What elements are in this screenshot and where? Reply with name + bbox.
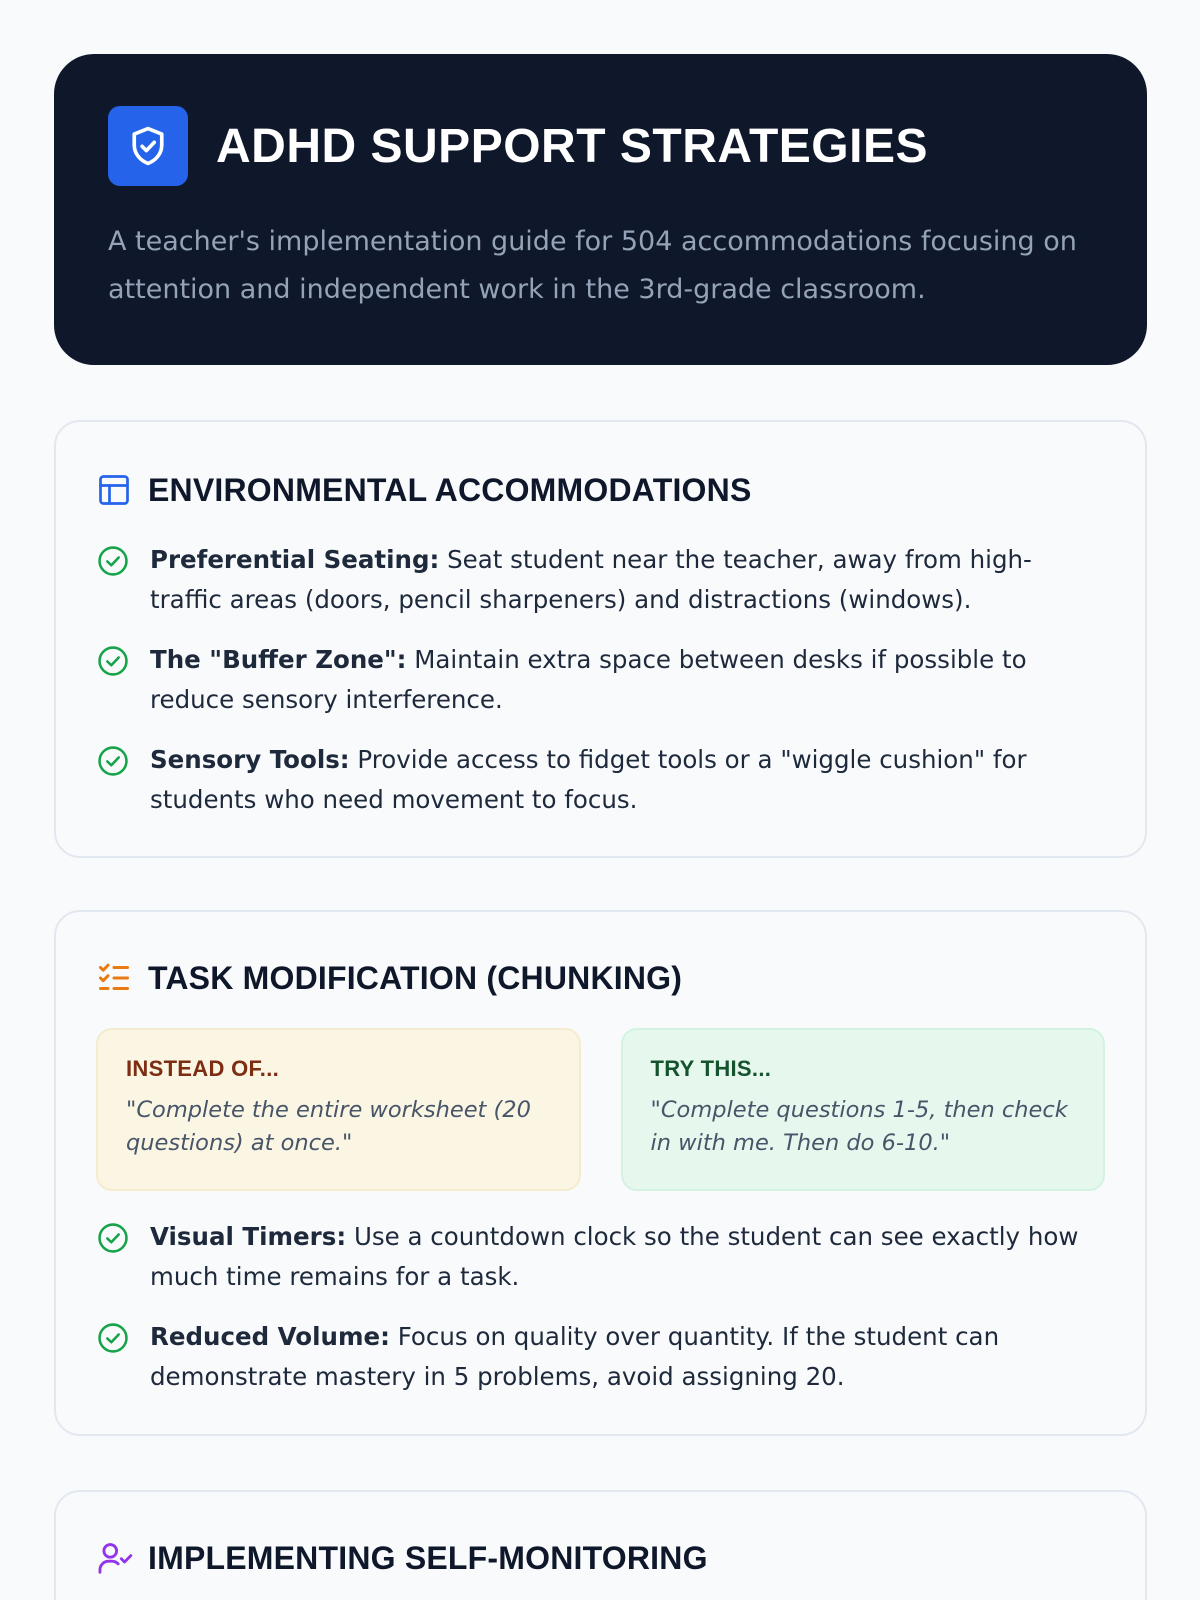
item-text: Use a countdown clock so the student can see exactly how much time remains for a task. <box>150 1222 1079 1291</box>
item-text: Provide access to fidget tools or a "wiggle cushion" for students who need movement to focus. <box>150 745 1027 814</box>
try-this-box <box>621 1028 1106 1191</box>
layout-icon <box>96 471 134 509</box>
check-circle-icon <box>96 644 130 678</box>
list-item <box>96 740 1105 820</box>
item-text: Seat student near the teacher, away from high-traffic areas (doors, pencil sharpeners) and distractions (windows). <box>150 545 1032 614</box>
item-label: Preferential Seating: <box>150 545 440 574</box>
item-label: Visual Timers: <box>150 1222 347 1251</box>
hero-header <box>54 54 1147 365</box>
instead-of-label: INSTEAD OF... <box>126 1056 280 1081</box>
check-circle-icon <box>96 1321 130 1355</box>
page-subtitle: A teacher's implementation guide for 504 accommodations focusing on attention and independent work in the 3rd-grade classroom. <box>108 226 1077 305</box>
list-item <box>96 640 1105 720</box>
section-environmental <box>54 420 1147 858</box>
instead-of-quote: "Complete the entire worksheet (20 questions) at once." <box>126 1097 531 1156</box>
try-this-quote: "Complete questions 1-5, then check in with me. Then do 6-10." <box>650 1097 1068 1156</box>
check-circle-icon <box>96 1221 130 1255</box>
section-task-modification <box>54 910 1147 1436</box>
item-text: Focus on quality over quantity. If the student can demonstrate mastery in 5 problems, avoid assigning 20. <box>150 1322 1000 1391</box>
list-item <box>96 1317 1105 1397</box>
comparison <box>96 1028 1105 1191</box>
check-circle-icon <box>96 744 130 778</box>
instead-of-box <box>96 1028 581 1191</box>
section-title: ENVIRONMENTAL ACCOMMODATIONS <box>148 471 752 508</box>
page-title: ADHD SUPPORT STRATEGIES <box>216 119 928 173</box>
list-item <box>96 1217 1105 1297</box>
section-self-monitoring <box>54 1490 1147 1600</box>
check-circle-icon <box>96 544 130 578</box>
item-label: Sensory Tools: <box>150 745 350 774</box>
item-label: Reduced Volume: <box>150 1322 390 1351</box>
list-item <box>96 540 1105 620</box>
list-checks-icon <box>96 959 134 997</box>
item-text: Maintain extra space between desks if possible to reduce sensory interference. <box>150 645 1027 714</box>
section-title: TASK MODIFICATION (CHUNKING) <box>148 959 683 996</box>
section-title: IMPLEMENTING SELF-MONITORING <box>148 1539 708 1576</box>
item-label: The "Buffer Zone": <box>150 645 407 674</box>
user-check-icon <box>96 1539 134 1577</box>
try-this-label: TRY THIS... <box>650 1056 772 1081</box>
shield-check-icon <box>108 106 188 186</box>
